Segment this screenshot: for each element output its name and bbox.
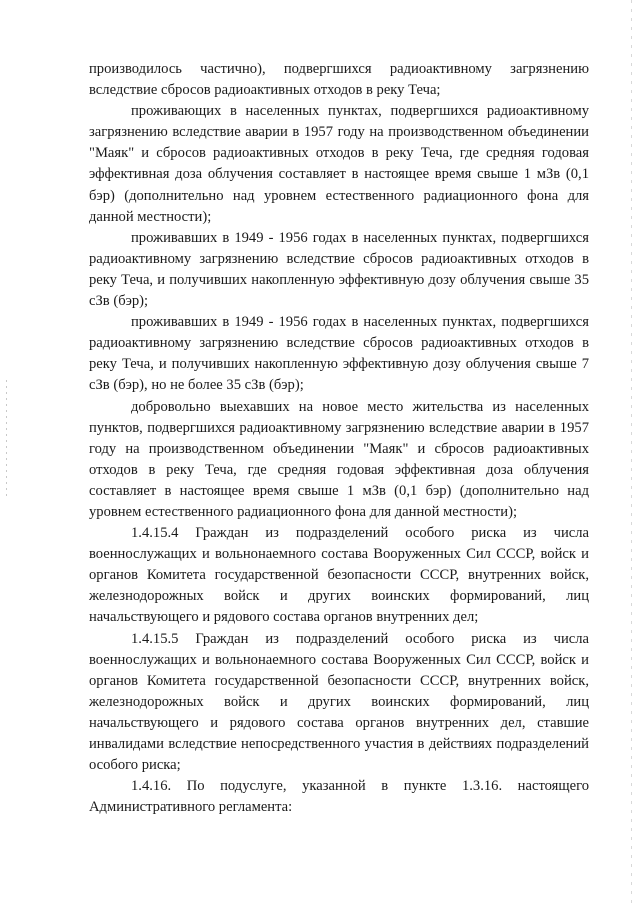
- paragraph-residents-7-sv: проживавших в 1949 - 1956 годах в населенных пунктах, подвергшихся радиоактивному загрязнению вследствие сбросов радиоактивных отходов в реку Теча, и получивших накопленную эффективную дозу облучения свыше 7 сЗв (бэр), но не более 35 сЗв (бэр);: [89, 314, 589, 394]
- paragraph-residents-mayak: проживающих в населенных пунктах, подвергшихся радиоактивному загрязнению вследствие аварии в 1957 году на производственном объединении "Маяк" и сбросов радиоактивных отходов в реку Теча, где средняя годовая эффективная доза облучения составляет в настоящее время свыше 1 мЗв (0,1 бэр) (дополнительно над уровнем естественного радиационного фона для данной местности);: [89, 103, 589, 225]
- paragraph-residents-35-sv: проживавших в 1949 - 1956 годах в населенных пунктах, подвергшихся радиоактивному загрязнению вследствие сбросов радиоактивных отходов в реку Теча, и получивших накопленную эффективную дозу облучения свыше 35 сЗв (бэр);: [89, 229, 589, 310]
- paragraph-1-4-15-5: 1.4.15.5 Граждан из подразделений особого риска из числа военнослужащих и вольнонаемного состава Вооруженных Сил СССР, войск и органов Комитета государственной безопасности СССР, внутренних войск, железнодорожных войск и других воинских формирований, лиц начальствующего и рядового состава органов внутренних дел, ставшие инвалидами вследствие непосредственного участия в действиях подразделений особого риска;: [89, 630, 589, 774]
- paragraph-continuation: производилось частично), подвергшихся радиоактивному загрязнению вследствие сбросов радиоактивных отходов в реку Теча;: [89, 61, 589, 99]
- document-body: [89, 59, 589, 818]
- paragraph-1-4-16: 1.4.16. По подуслуге, указанной в пункте 1.3.16. настоящего Административного регламента:: [89, 778, 589, 816]
- paragraph-voluntary-relocation: добровольно выехавших на новое место жительства из населенных пунктов, подвергшихся радиоактивному загрязнению вследствие аварии в 1957 году на производственном объединении "Маяк" и сбросов радиоактивных отходов в реку Теча, где средняя годовая эффективная доза облучения составляет в настоящее время свыше 1 мЗв (0,1 бэр) (дополнительно над уровнем естественного радиационного фона для данной местности);: [89, 398, 589, 520]
- scan-edge-mark: [6, 380, 7, 500]
- paragraph-1-4-15-4: 1.4.15.4 Граждан из подразделений особого риска из числа военнослужащих и вольнонаемного состава Вооруженных Сил СССР, войск и органов Комитета государственной безопасности СССР, внутренних войск, железнодорожных войск и других воинских формирований, лиц начальствующего и рядового состава органов внутренних дел;: [89, 525, 589, 626]
- scan-edge-mark: [631, 0, 632, 905]
